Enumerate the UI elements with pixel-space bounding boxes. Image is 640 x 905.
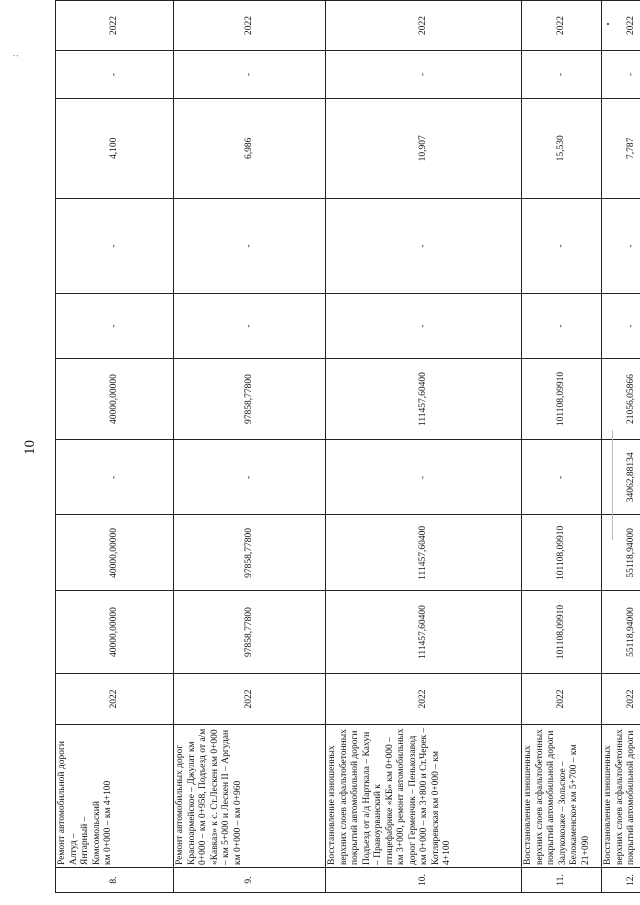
value-cell: - <box>522 440 602 515</box>
object-name-cell: Восстановление изношенных верхних слоев асфальтобетонных покрытий автомобильной дороги Подъезд от а/д Нарткала – Кахун – Правоурванский к птицефабрике «КБ» км 0+000 – км 3+000, ремонт автомобильных дорог Герменчик – Пенькозавод км 0+000 – км 3+800 и Ст.Черек – Котляревская км 0+000 – км 4+100 <box>326 725 522 868</box>
value-cell: 40000,00000 <box>56 515 174 591</box>
value-cell: 101108,09910 <box>522 591 602 673</box>
row-number-cell: 10. <box>326 867 522 892</box>
value-cell: - <box>326 294 522 358</box>
value-cell: 6,986 <box>174 99 326 198</box>
value-cell: 34062,88134 <box>602 440 640 515</box>
table-row <box>602 1 640 893</box>
object-name-cell: Восстановление изношенных верхних слоев асфальтобетонных покрытий автомобильной дороги Залукокоаже – Зольское – Белокаменское км 5+700 – км 21+090 <box>522 725 602 868</box>
value-cell: 2022 <box>174 1 326 51</box>
value-cell: 2022 <box>326 1 522 51</box>
value-cell: 2022 <box>522 1 602 51</box>
value-cell: 101108,09910 <box>522 358 602 440</box>
value-cell: 111457,60400 <box>326 358 522 440</box>
value-cell: 15,530 <box>522 99 602 198</box>
value-cell: 2022 <box>174 673 326 724</box>
corner-mark: : <box>10 54 20 57</box>
table-row <box>326 1 522 893</box>
table-row <box>174 1 326 893</box>
table-row <box>522 1 602 893</box>
value-cell: 55118,94000 <box>602 591 640 673</box>
value-cell: 97858,77800 <box>174 515 326 591</box>
page-number: 10 <box>22 440 38 455</box>
value-cell: - <box>174 198 326 294</box>
value-cell: 2022 <box>56 673 174 724</box>
value-cell: - <box>522 198 602 294</box>
value-cell: - <box>522 294 602 358</box>
row-number-cell: 9. <box>174 867 326 892</box>
table-row <box>56 1 174 893</box>
value-cell: 97858,77800 <box>174 591 326 673</box>
value-cell: - <box>56 294 174 358</box>
value-cell: 2022 <box>326 673 522 724</box>
value-cell: - <box>602 294 640 358</box>
object-name-cell: Ремонт автомобильной дороги Алтуд – Янтарный – Комсомольский км 0+000 – км 4+100 <box>56 725 174 868</box>
value-cell: 55118,94000 <box>602 515 640 591</box>
row-number-cell: 12. <box>602 867 640 892</box>
value-cell: 2022 <box>56 1 174 51</box>
value-cell: 2022 <box>602 1 640 51</box>
value-cell: - <box>174 50 326 98</box>
value-cell: 40000,00000 <box>56 358 174 440</box>
roads-table <box>55 0 640 893</box>
value-cell: 40000,00000 <box>56 591 174 673</box>
value-cell: 21056,05866 <box>602 358 640 440</box>
value-cell: - <box>522 50 602 98</box>
scan-artifact-line <box>612 430 617 540</box>
value-cell: 2022 <box>602 673 640 724</box>
value-cell: 10,907 <box>326 99 522 198</box>
value-cell: - <box>174 440 326 515</box>
value-cell: 2022 <box>522 673 602 724</box>
object-name-cell: Ремонт автомобильных дорог Красноармейское – Джулат км 0+000 – км 0+958, Подъезд от а/м «Кавказ» к с. Ст.Лескен км 0+000 – км 5+000 и Лескен II – Аргудан км 0+000 – км 0+960 <box>174 725 326 868</box>
object-name-cell: Восстановление изношенных верхних слоев асфальтобетонных покрытий автомобильной дороги <box>602 725 640 868</box>
value-cell: - <box>326 50 522 98</box>
value-cell: - <box>56 50 174 98</box>
value-cell: 4,100 <box>56 99 174 198</box>
value-cell: - <box>174 294 326 358</box>
value-cell: - <box>326 198 522 294</box>
value-cell: - <box>56 440 174 515</box>
row-number-cell: 8. <box>56 867 174 892</box>
value-cell: 101108,09910 <box>522 515 602 591</box>
value-cell: 7,787 <box>602 99 640 198</box>
value-cell: - <box>602 50 640 98</box>
value-cell: 111457,60400 <box>326 515 522 591</box>
row-number-cell: 11. <box>522 867 602 892</box>
value-cell: - <box>56 198 174 294</box>
value-cell: 111457,60400 <box>326 591 522 673</box>
value-cell: - <box>326 440 522 515</box>
value-cell: 97858,77800 <box>174 358 326 440</box>
value-cell: - <box>602 198 640 294</box>
